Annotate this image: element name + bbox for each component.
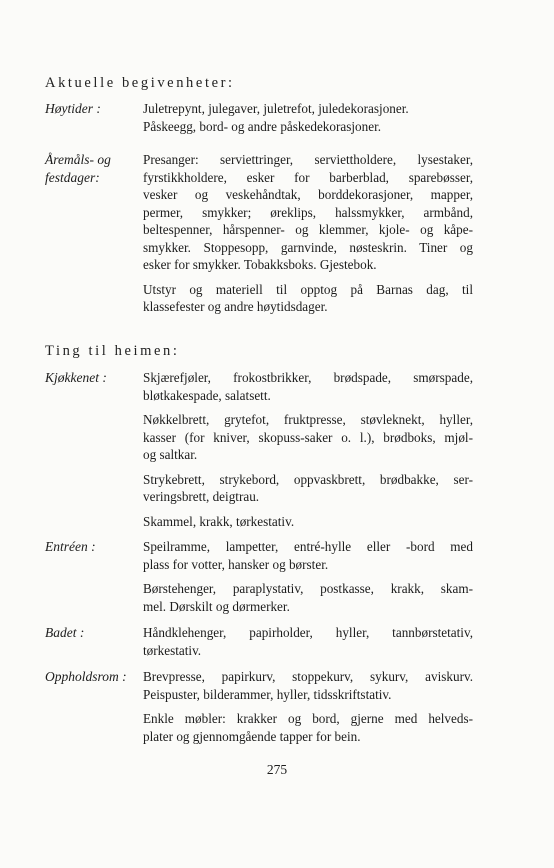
entry-label: Entréen : xyxy=(45,539,96,554)
entry-badet xyxy=(45,624,485,659)
entry-text xyxy=(143,369,473,530)
entry-aremals-og-festdager xyxy=(45,151,485,316)
paragraph: Skjærefjøler, frokostbrikker, brødspade, smørspade, bløtkakespade, salatsett. xyxy=(143,370,473,403)
entry-label: Høytider : xyxy=(45,101,101,116)
paragraph: Enkle møbler: krakker og bord, gjerne med helveds- plater og gjennomgående tapper for bein. xyxy=(143,711,473,744)
entry-text xyxy=(143,668,473,745)
entry-label: Badet : xyxy=(45,625,85,640)
entry-text xyxy=(143,624,473,659)
section-heading-aktuelle-begivenheter: Aktuelle begivenheter: xyxy=(45,75,235,91)
entry-oppholdsrom xyxy=(45,668,485,745)
entry-text xyxy=(143,151,473,316)
entry-entreen xyxy=(45,538,485,615)
entry-label: Åremåls- og festdager: xyxy=(45,152,111,185)
paragraph: Brevpresse, papirkurv, stoppekurv, sykurv, aviskurv. Peispuster, bilderammer, hyller, tidsskriftstativ. xyxy=(143,669,473,702)
paragraph: Utstyr og materiell til opptog på Barnas dag, til klassefester og andre høytidsdager. xyxy=(143,281,473,314)
paragraph: Presanger: serviettringer, serviettholdere, lysestaker, fyrstikkholdere, esker for barberblad, sparebøsser, vesker og veskehåndtak, borddekorasjoner, mapper, permer, smykker; øreklips, halssmykker, armbånd, beltespenner, hårspenner- og klemmer, kjole- og kåpe- smykker. Stoppesopp, garnvinde, nøsteskrin. Tiner og esker for smykker. Tobakksboks. Gjestebok. xyxy=(143,152,473,272)
entry-text xyxy=(143,538,473,615)
paragraph: Speilramme, lampetter, entré-hylle eller -bord med plass for votter, hansker og børster. xyxy=(143,539,473,572)
paragraph: Juletrepynt, julegaver, juletrefot, juledekorasjoner. Påskeegg, bord- og andre påskedekorasjoner. xyxy=(143,101,409,134)
paragraph: Skammel, krakk, tørkestativ. xyxy=(143,513,295,529)
entry-label: Oppholdsrom : xyxy=(45,669,127,684)
paragraph: Håndklehenger, papirholder, hyller, tannbørstetativ, tørkestativ. xyxy=(143,625,473,658)
entry-hoytider xyxy=(45,100,485,135)
page-number: 275 xyxy=(266,762,288,777)
paragraph: Børstehenger, paraplystativ, postkasse, krakk, skam- mel. Dørskilt og dørmerker. xyxy=(143,581,473,614)
entry-label: Kjøkkenet : xyxy=(45,370,107,385)
paragraph: Strykebrett, strykebord, oppvaskbrett, brødbakke, ser- veringsbrett, deigtrau. xyxy=(143,471,473,504)
paragraph: Nøkkelbrett, grytefot, fruktpresse, støvleknekt, hyller, kasser (for kniver, skopuss-saker o. l.), brødboks, mjøl- og saltkar. xyxy=(143,412,473,462)
entry-kjokkenet xyxy=(45,369,485,530)
section-heading-ting-til-heimen: Ting til heimen: xyxy=(45,343,180,359)
entry-text xyxy=(143,100,473,135)
